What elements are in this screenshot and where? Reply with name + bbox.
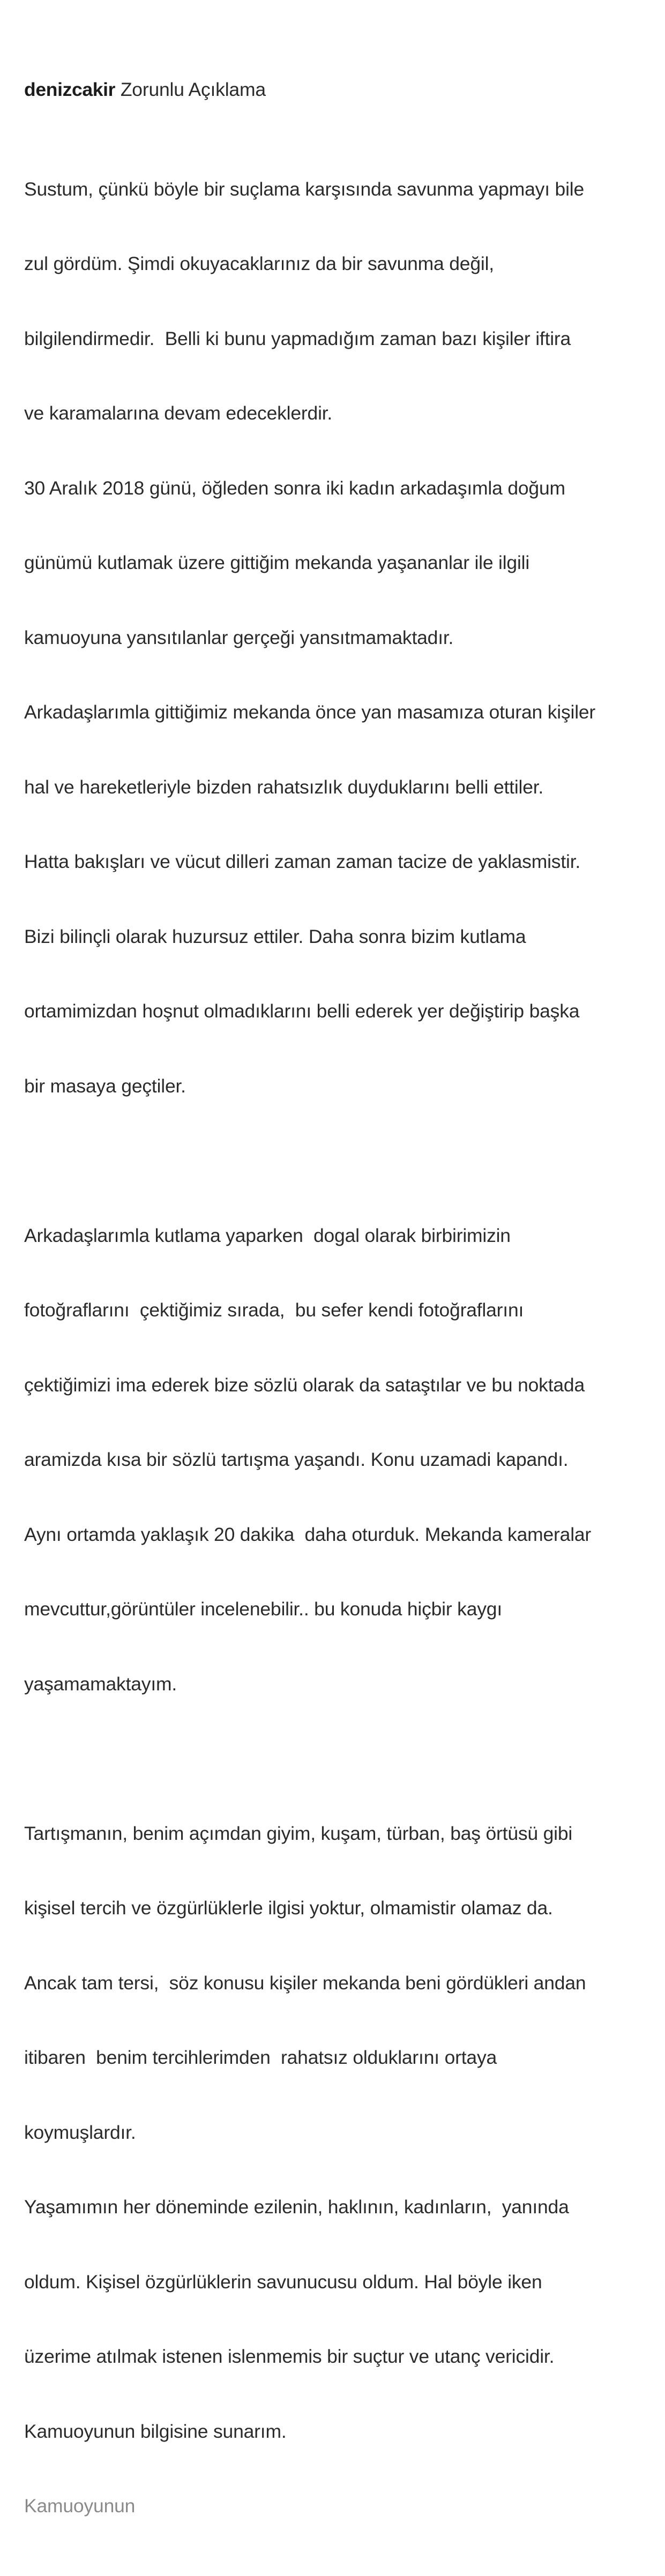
caption-line: Hatta bakışları ve vücut dilleri zaman zaman tacize de yaklasmistir. bbox=[24, 851, 581, 872]
caption-line: Aynı ortamda yaklaşık 20 dakika daha oturduk. Mekanda kameralar bbox=[24, 1523, 592, 1545]
caption-line: üzerime atılmak istenen islenmemis bir suçtur ve utanç vericidir. bbox=[24, 2346, 555, 2367]
post-caption-text bbox=[24, 0, 644, 2576]
caption-line: Kamuoyunun bilgisine sunarım. bbox=[24, 2420, 287, 2442]
caption-line: bir masaya geçtiler. bbox=[24, 1075, 186, 1097]
caption-blank-line bbox=[24, 1746, 644, 1771]
caption-line: kamuoyuna yansıtılanlar gerçeği yansıtmamaktadır. bbox=[24, 626, 454, 648]
caption-line: Ancak tam tersi, söz konusu kişiler mekanda beni gördükleri andan bbox=[24, 1972, 586, 1994]
caption-line: ortamimizdan hoşnut olmadıklarını belli ederek yer değiştirip başka bbox=[24, 1000, 580, 1022]
caption-headline bbox=[115, 79, 121, 100]
caption-line: Bizi bilinçli olarak huzursuz ettiler. Daha sonra bizim kutlama bbox=[24, 925, 526, 947]
caption-line: oldum. Kişisel özgürlüklerin savunucusu oldum. Hal böyle iken bbox=[24, 2271, 542, 2293]
post-username[interactable]: denizcakir bbox=[24, 78, 116, 100]
caption-line: itibaren benim tercihlerimden rahatsız olduklarını ortaya bbox=[24, 2047, 497, 2068]
caption-blank-line bbox=[24, 1148, 644, 1173]
caption-line: fotoğraflarını çektiğimiz sırada, bu sefer kendi fotoğraflarını bbox=[24, 1299, 524, 1321]
caption-line: zul gördüm. Şimdi okuyacaklarınız da bir savunma değil, bbox=[24, 253, 494, 274]
caption-line: mevcuttur,görüntüler incelenebilir.. bu konuda hiçbir kaygı bbox=[24, 1598, 502, 1620]
caption-line: Tartışmanın, benim açımdan giyim, kuşam, türban, baş örtüsü gibi bbox=[24, 1822, 573, 1844]
caption-line: çektiğimizi ima ederek bize sözlü olarak da sataştılar ve bu noktada bbox=[24, 1374, 585, 1396]
caption-headline-line bbox=[24, 75, 644, 102]
caption-line: Sustum, çünkü böyle bir suçlama karşısında savunma yapmayı bile bbox=[24, 178, 584, 200]
caption-line: aramizda kısa bir sözlü tartışma yaşandı. Konu uzamadi kapandı. bbox=[24, 1449, 569, 1470]
caption-line-clipped: Kamuoyunun bbox=[24, 2495, 136, 2517]
caption-line: 30 Aralık 2018 günü, öğleden sonra iki kadın arkadaşımla doğum bbox=[24, 477, 565, 499]
caption-line: hal ve hareketleriyle bizden rahatsızlık duyduklarını belli ettiler. bbox=[24, 776, 544, 798]
caption-line: yaşamamaktayım. bbox=[24, 1673, 177, 1695]
caption-line: günümü kutlamak üzere gittiğim mekanda yaşananlar ile ilgili bbox=[24, 552, 530, 573]
caption-line: ve karamalarına devam edeceklerdir. bbox=[24, 402, 333, 424]
caption-line: Arkadaşlarımla kutlama yaparken dogal olarak birbirimizin bbox=[24, 1224, 511, 1246]
caption-line: koymuşlardır. bbox=[24, 2121, 136, 2143]
caption-line: Yaşamımın her döneminde ezilenin, haklının, kadınların, yanında bbox=[24, 2196, 569, 2218]
caption-line: Arkadaşlarımla gittiğimiz mekanda önce yan masamıza oturan kişiler bbox=[24, 701, 596, 723]
caption-line: kişisel tercih ve özgürlüklerle ilgisi yoktur, olmamistir olamaz da. bbox=[24, 1897, 553, 1919]
caption-line: bilgilendirmedir. Belli ki bunu yapmadığım zaman bazı kişiler iftira bbox=[24, 327, 571, 349]
caption-headline-text: Zorunlu Açıklama bbox=[120, 78, 266, 100]
